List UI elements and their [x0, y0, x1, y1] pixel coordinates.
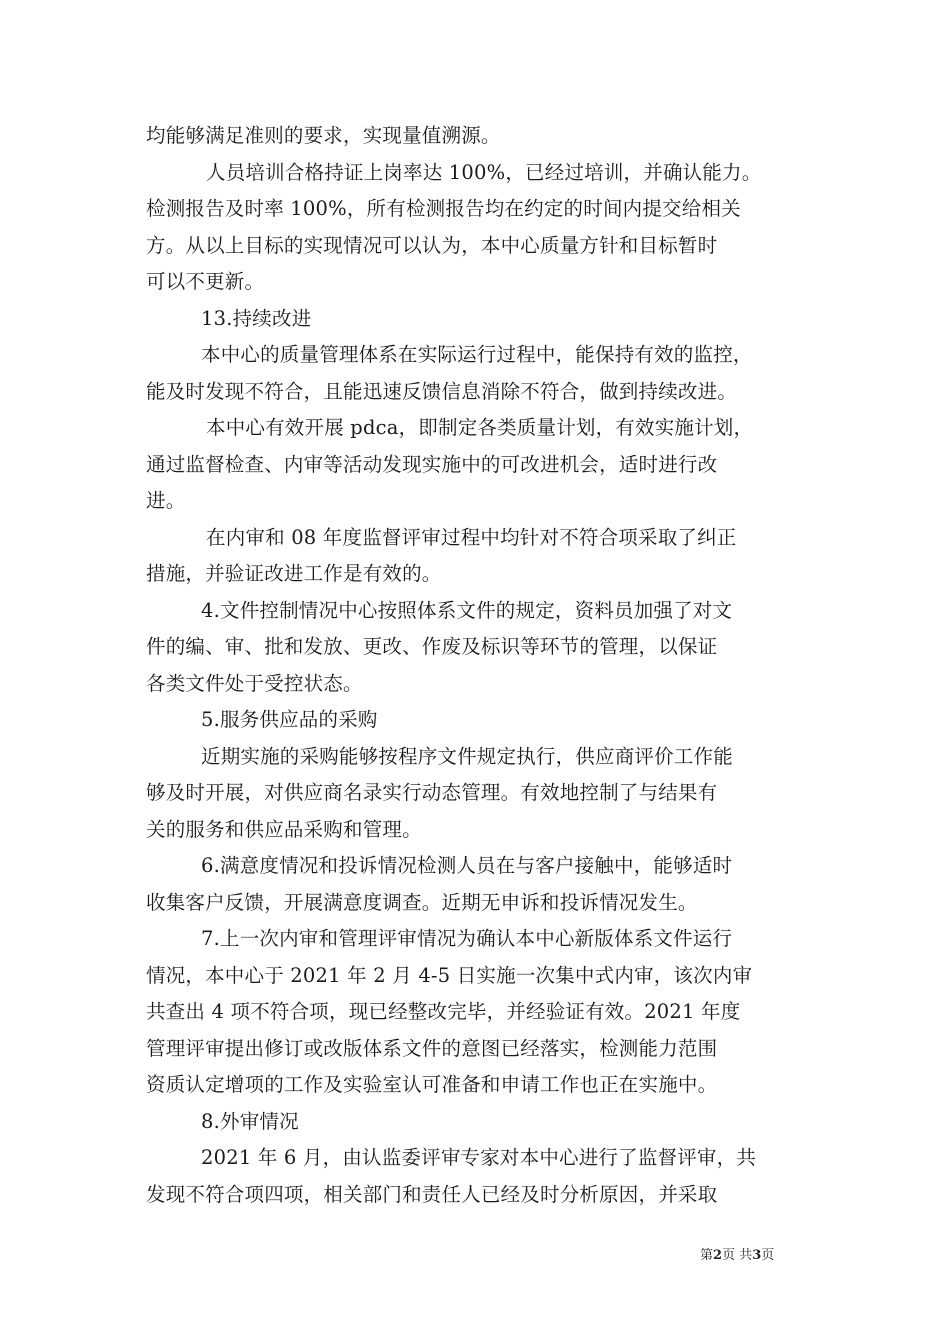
text-line: 够及时开展，对供应商名录实行动态管理。有效地控制了与结果有 [146, 781, 718, 804]
page-number-footer [700, 1244, 774, 1263]
document-body [146, 118, 816, 1213]
text-line: 4.文件控制情况中心按照体系文件的规定，资料员加强了对文 [201, 598, 733, 622]
text-line: 进。 [146, 489, 186, 512]
text-line: 措施，并验证改进工作是有效的。 [146, 562, 442, 585]
current-page-number: 2 [713, 1248, 723, 1263]
text-line: 情况，本中心于 2021 年 2 月 4-5 日实施一次集中式内审，该次内审 [146, 963, 753, 987]
section-heading: 5.服务供应品的采购 [201, 708, 378, 731]
text-line: 2021 年 6 月，由认监委评审专家对本中心进行了监督评审，共 [201, 1146, 757, 1169]
text-line: 本中心有效开展 pdca，即制定各类质量计划，有效实施计划， [206, 416, 754, 439]
text-line: 6.满意度情况和投诉情况检测人员在与客户接触中，能够适时 [201, 854, 733, 877]
text-line: 7.上一次内审和管理评审情况为确认本中心新版体系文件运行 [201, 927, 733, 950]
footer-suffix: 页 [761, 1248, 775, 1263]
text-line: 关的服务和供应品采购和管理。 [146, 817, 422, 841]
text-line: 共查出 4 项不符合项，现已经整改完毕，并经验证有效。2021 年度 [146, 1000, 741, 1023]
text-line: 发现不符合项四项，相关部门和责任人已经及时分析原因，并采取 [146, 1182, 718, 1206]
total-page-number: 3 [752, 1248, 762, 1263]
section-heading: 13.持续改进 [201, 306, 312, 330]
text-line: 能及时发现不符合，且能迅速反馈信息消除不符合，做到持续改进。 [146, 379, 738, 403]
text-line: 方。从以上目标的实现情况可以认为，本中心质量方针和目标暂时 [146, 233, 718, 257]
text-line: 在内审和 08 年度监督评审过程中均针对不符合项采取了纠正 [206, 525, 737, 549]
section-heading: 8.外审情况 [201, 1109, 299, 1133]
text-line: 各类文件处于受控状态。 [146, 671, 363, 695]
text-line: 收集客户反馈，开展满意度调查。近期无申诉和投诉情况发生。 [146, 890, 698, 914]
text-line: 件的编、审、批和发放、更改、作废及标识等环节的管理，以保证 [146, 635, 718, 658]
text-line: 资质认定增项的工作及实验室认可准备和申请工作也正在实施中。 [146, 1073, 718, 1096]
text-line: 均能够满足准则的要求，实现量值溯源。 [146, 124, 501, 147]
footer-middle: 页 共 [722, 1248, 753, 1263]
text-line: 近期实施的采购能够按程序文件规定执行，供应商评价工作能 [201, 744, 733, 768]
text-line: 通过监督检查、内审等活动发现实施中的可改进机会，适时进行改 [146, 452, 718, 476]
text-line: 人员培训合格持证上岗率达 100%，已经过培训，并确认能力。 [206, 160, 762, 184]
text-line: 管理评审提出修订或改版体系文件的意图已经落实，检测能力范围 [146, 1036, 718, 1060]
footer-prefix: 第 [700, 1248, 714, 1263]
text-line: 检测报告及时率 100%，所有检测报告均在约定的时间内提交给相关 [146, 197, 741, 220]
text-line: 可以不更新。 [146, 270, 265, 293]
text-line: 本中心的质量管理体系在实际运行过程中，能保持有效的监控， [201, 343, 753, 366]
